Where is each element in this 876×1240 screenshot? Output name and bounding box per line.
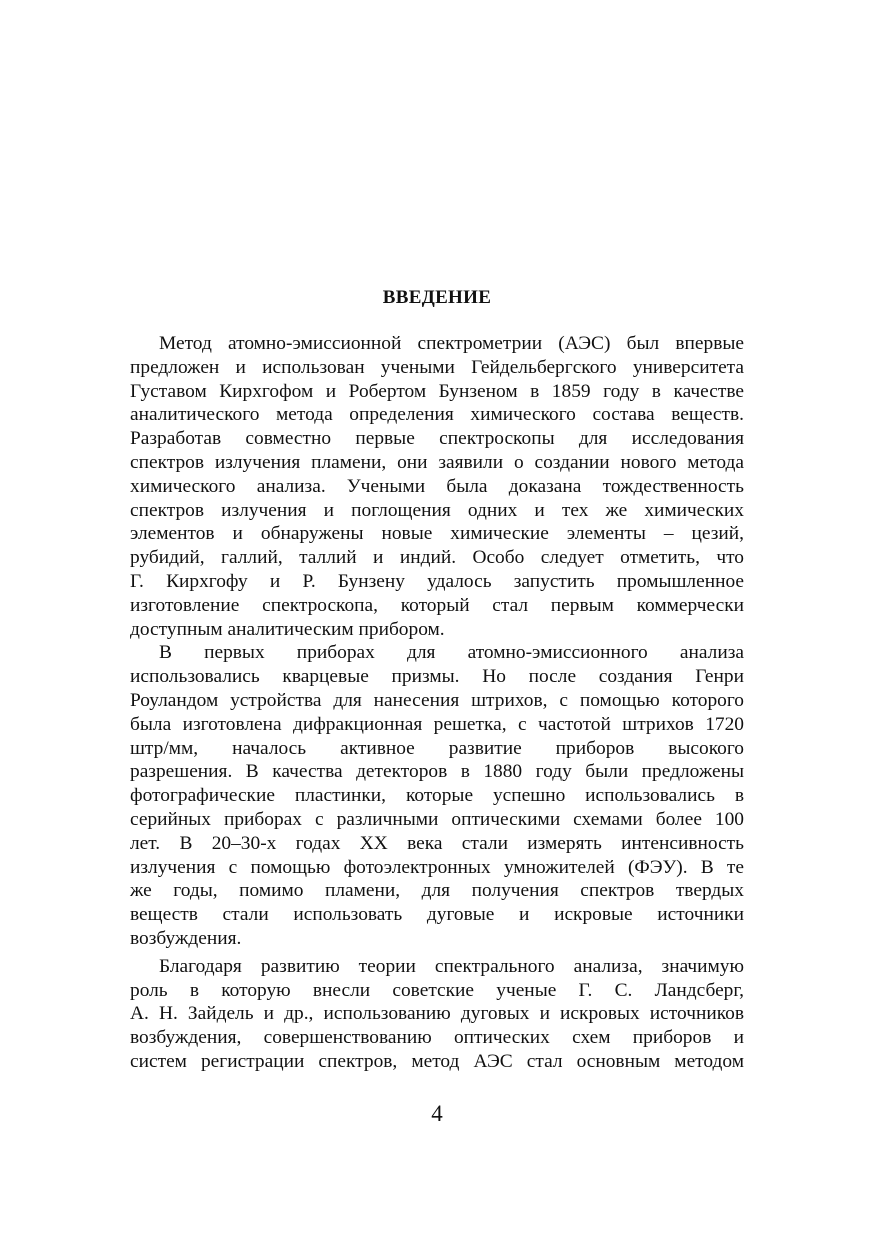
page-number: 4 [431,1101,443,1126]
paragraph [130,332,744,641]
text-line: предложен и использован учеными Гейдельбергского университета [130,356,744,378]
text-line: излучения с помощью фотоэлектронных умножителей (ФЭУ). В те [130,856,744,878]
text-line: разрешения. В качества детекторов в 1880 году были предложены [130,761,744,783]
text-line: спектров излучения и поглощения одних и тех же химических [130,499,744,521]
page-title: ВВЕДЕНИЕ [382,287,492,308]
text-line: использовались кварцевые призмы. Но после создания Генри [130,666,744,688]
text-line: систем регистрации спектров, метод АЭС стал основным методом [130,1050,744,1072]
text-line: Густавом Кирхгофом и Робертом Бунзеном в 1859 году в качестве [130,380,744,402]
text-line: доступным аналитическим прибором. [130,618,445,640]
text-line: роль в которую внесли советские ученые Г. С. Ландсберг, [130,979,744,1001]
text-line: штр/мм, началось активное развитие приборов высокого [130,737,744,759]
text-line: аналитического метода определения химического состава веществ. [130,404,744,426]
text-line: химического анализа. Учеными была доказана тождественность [130,475,744,497]
text-line: возбуждения. [130,927,242,949]
text-line: серийных приборах с различными оптическими схемами более 100 [130,808,744,830]
body-text [130,332,744,1074]
text-line: же годы, помимо пламени, для получения спектров твердых [130,880,744,902]
text-line: Г. Кирхгофу и Р. Бунзену удалось запустить промышленное [130,570,744,592]
text-line: фотографические пластинки, которые успешно использовались в [130,785,744,807]
text-line: возбуждения, совершенствованию оптических схем приборов и [130,1027,744,1049]
text-line: Метод атомно-эмиссионной спектрометрии (АЭС) был впервые [159,333,744,354]
text-line: изготовление спектроскопа, который стал первым коммерчески [130,594,744,616]
text-line: рубидий, галлий, таллий и индий. Особо следует отметить, что [130,547,744,569]
text-line: А. Н. Зайдель и др., использованию дуговых и искровых источников [130,1003,744,1025]
text-line: В первых приборах для атомно-эмиссионного анализа [159,642,744,664]
text-line: элементов и обнаружены новые химические элементы – цезий, [130,523,744,545]
text-line: Разработав совместно первые спектроскопы для исследования [130,428,744,450]
paragraph [130,955,744,1074]
text-line: была изготовлена дифракционная решетка, с частотой штрихов 1720 [130,713,744,735]
text-line: Роуландом устройства для нанесения штрихов, с помощью которого [130,689,744,711]
text-line: веществ стали использовать дуговые и искровые источники [130,904,744,926]
paragraph [130,641,744,950]
text-line: Благодаря развитию теории спектрального анализа, значимую [159,955,744,977]
text-line: лет. В 20–30-х годах XX века стали измерять интенсивность [130,832,744,854]
text-line: спектров излучения пламени, они заявили о создании нового метода [130,451,744,473]
